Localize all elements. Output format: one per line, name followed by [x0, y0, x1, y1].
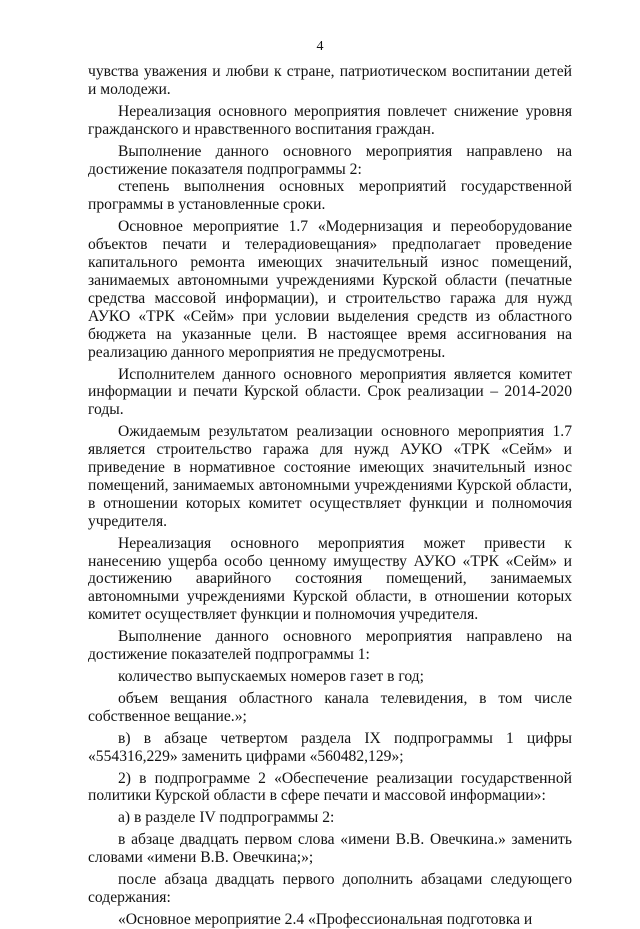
- paragraph: Выполнение данного основного мероприятия направлено на достижение показателя подпрограммы 2:: [88, 142, 572, 178]
- paragraph: 2) в подпрограмме 2 «Обеспечение реализации государственной политики Курской области в сфере печати и массовой информации»:: [88, 769, 572, 805]
- paragraph: а) в разделе IV подпрограммы 2:: [118, 809, 335, 827]
- paragraph: количество выпускаемых номеров газет в год;: [118, 668, 424, 685]
- paragraph: Ожидаемым результатом реализации основного мероприятия 1.7 является строительство гаража для нужд АУКО «ТРК «Сейм» и приведение в нормативное состояние имеющих значительный износ помещений, занимаемых автономными учреждениями Курской области, в отношении которых комитет осуществляет функции и полномочия учредителя.: [88, 423, 572, 530]
- paragraph: после абзаца двадцать первого дополнить абзацами следующего содержания:: [88, 871, 572, 906]
- paragraph: Выполнение данного основного мероприятия направлено на достижение показателей подпрограммы 1:: [88, 628, 572, 664]
- page-number: 4: [316, 39, 324, 54]
- paragraph: объем вещания областного канала телевидения, в том числе собственное вещание.»;: [88, 689, 572, 725]
- paragraph: Нереализация основного мероприятия повлечет снижение уровня гражданского и нравственного воспитания граждан.: [88, 102, 572, 138]
- document-body: [88, 63, 572, 929]
- paragraph: «Основное мероприятие 2.4 «Профессиональная подготовка и: [118, 910, 533, 928]
- paragraph: в) в абзаце четвертом раздела IX подпрограммы 1 цифры «554316,229» заменить цифрами «560482,129»;: [88, 729, 572, 765]
- paragraph: Исполнителем данного основного мероприятия является комитет информации и печати Курской области. Срок реализации – 2014-2020 годы.: [88, 365, 572, 419]
- paragraph: Основное мероприятие 1.7 «Модернизация и переоборудование объектов печати и телерадиовещания» предполагает проведение капитального ремонта имеющих значительный износ помещений, занимаемых автономными учреждениями Курской области (печатные средства массовой информации), и строительство гаража для нужд АУКО «ТРК «Сейм» при условии выделения средств из областного бюджета на указанные цели. В настоящее время ассигнования на реализацию данного мероприятия не предусмотрены.: [88, 218, 572, 361]
- paragraph: Нереализация основного мероприятия может привести к нанесению ущерба особо ценному имуществу АУКО «ТРК «Сейм» и достижению аварийного состояния помещений, занимаемых автономными учреждениями Курской области, в отношении которых комитет осуществляет функции и полномочия учредителя.: [88, 534, 572, 624]
- paragraph: степень выполнения основных мероприятий государственной программы в установленные сроки.: [88, 178, 572, 214]
- paragraph: в абзаце двадцать первом слова «имени В.В. Овечкина.» заменить словами «имени В.В. Овечкина;»;: [88, 831, 572, 867]
- paragraph: чувства уважения и любви к стране, патриотическом воспитании детей и молодежи.: [88, 63, 572, 98]
